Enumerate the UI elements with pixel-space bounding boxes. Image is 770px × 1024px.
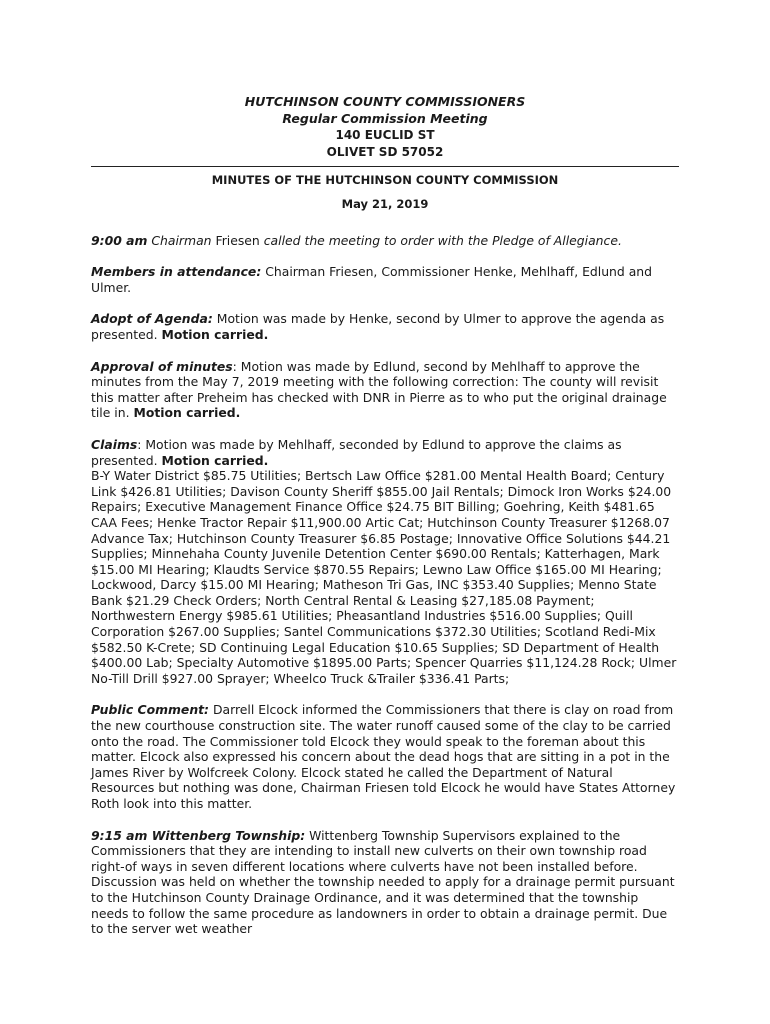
minutes-result: Motion carried. (133, 405, 241, 421)
agenda-label: Adopt of Agenda: (91, 311, 213, 327)
agenda-paragraph (91, 311, 679, 342)
call-text-c: called the meeting to order with the Pledge of Allegiance. (263, 232, 622, 248)
call-text-b: Friesen (215, 232, 260, 248)
header-divider (91, 166, 679, 167)
public-comment-label: Public Comment: (91, 702, 210, 718)
minutes-title: MINUTES OF THE HUTCHINSON COUNTY COMMISSION (211, 173, 559, 187)
members-text: Chairman Friesen, Commissioner Henke, Mehlhaff, Edlund and Ulmer. (91, 264, 653, 295)
minutes-paragraph (91, 359, 679, 421)
address-line-1: 140 EUCLID ST (335, 128, 435, 142)
claims-paragraph (91, 437, 679, 468)
wittenberg-paragraph (91, 828, 679, 937)
document-content (91, 94, 679, 937)
wittenberg-label: 9:15 am Wittenberg Township: (91, 827, 306, 843)
meeting-type: Regular Commission Meeting (282, 110, 488, 126)
call-time: 9:00 am (91, 232, 148, 248)
members-label: Members in attendance: (91, 264, 262, 280)
claims-label: Claims (91, 436, 138, 452)
meeting-date: May 21, 2019 (341, 197, 429, 211)
wittenberg-text: Wittenberg Township Supervisors explained to the Commissioners that they are intending to install new culverts on their own township road right-of ways in seven different locations where culverts have not been installed before. Discussion was held on whether the township needed to apply for a drainage permit pursuant to the Hutchinson County Drainage Ordinance, and it was determined that the township needs to follow the same procedure as landowners in order to obtain a drainage permit. Due to the server wet weather (91, 827, 675, 937)
agenda-result: Motion carried. (161, 326, 269, 342)
org-title: HUTCHINSON COUNTY COMMISSIONERS (244, 94, 526, 109)
call-text-a: Chairman (151, 232, 212, 248)
public-comment-paragraph (91, 702, 679, 811)
call-to-order (91, 233, 679, 249)
claims-text: : Motion was made by Mehlhaff, seconded by Edlund to approve the claims as presented. (91, 436, 622, 468)
agenda-text: Motion was made by Henke, second by Ulmer to approve the agenda as presented. (91, 311, 665, 342)
address-line-2: OLIVET SD 57052 (326, 144, 444, 159)
minutes-label: Approval of minutes (91, 358, 233, 374)
minutes-text: : Motion was made by Edlund, second by Mehlhaff to approve the minutes from the May 7, 2019 meeting with the following correction: The county will revisit this matter after Preheim has checked with DNR in Pierre as to who put the original drainage tile in. (91, 358, 667, 421)
members-paragraph (91, 264, 679, 295)
public-comment-text: Darrell Elcock informed the Commissioners that there is clay on road from the new courthouse construction site. The water runoff caused some of the clay to be carried onto the road. The Commissioner told Elcock they would speak to the foreman about this matter. Elcock also expressed his concern about the dead hogs that are sitting in a pot in the James River by Wolfcreek Colony. Elcock stated he called the Department of Natural Resources but nothing was done, Chairman Friesen told Elcock he would have States Attorney Roth look into this matter. (91, 702, 676, 811)
claims-list: B-Y Water District $85.75 Utilities; Bertsch Law Office $281.00 Mental Health Board; Century Link $426.81 Utilities; Davison County Sheriff $855.00 Jail Rentals; Dimock Iron Works $24.00 Repairs; Executive Management Finance Office $24.75 BIT Billing; Goehring, Keith $481.65 CAA Fees; Henke Tractor Repair $11,900.00 Artic Cat; Hutchinson County Treasurer $1268.07 Advance Tax; Hutchinson County Treasurer $6.85 Postage; Innovative Office Solutions $44.21 Supplies; Minnehaha County Juvenile Detention Center $690.00 Rentals; Katterhagen, Mark $15.00 MI Hearing; Klaudts Service $870.55 Repairs; Lewno Law Office $165.00 MI Hearing; Lockwood, Darcy $15.00 MI Hearing; Matheson Tri Gas, INC $353.40 Supplies; Menno State Bank $21.29 Check Orders; North Central Rental & Leasing $27,185.08 Payment; Northwestern Energy $985.61 Utilities; Pheasantland Industries $516.00 Supplies; Quill Corporation $267.00 Supplies; Santel Communications $372.30 Utilities; Scotland Redi-Mix $582.50 K-Crete; SD Continuing Legal Education $10.65 Supplies; SD Department of Health $400.00 Lab; Specialty Automotive $1895.00 Parts; Spencer Quarries $11,124.28 Rock; Ulmer No-Till Drill $927.00 Sprayer; Wheelco Truck &Trailer $336.41 Parts; (91, 468, 677, 686)
claims-result: Motion carried. (161, 452, 269, 468)
